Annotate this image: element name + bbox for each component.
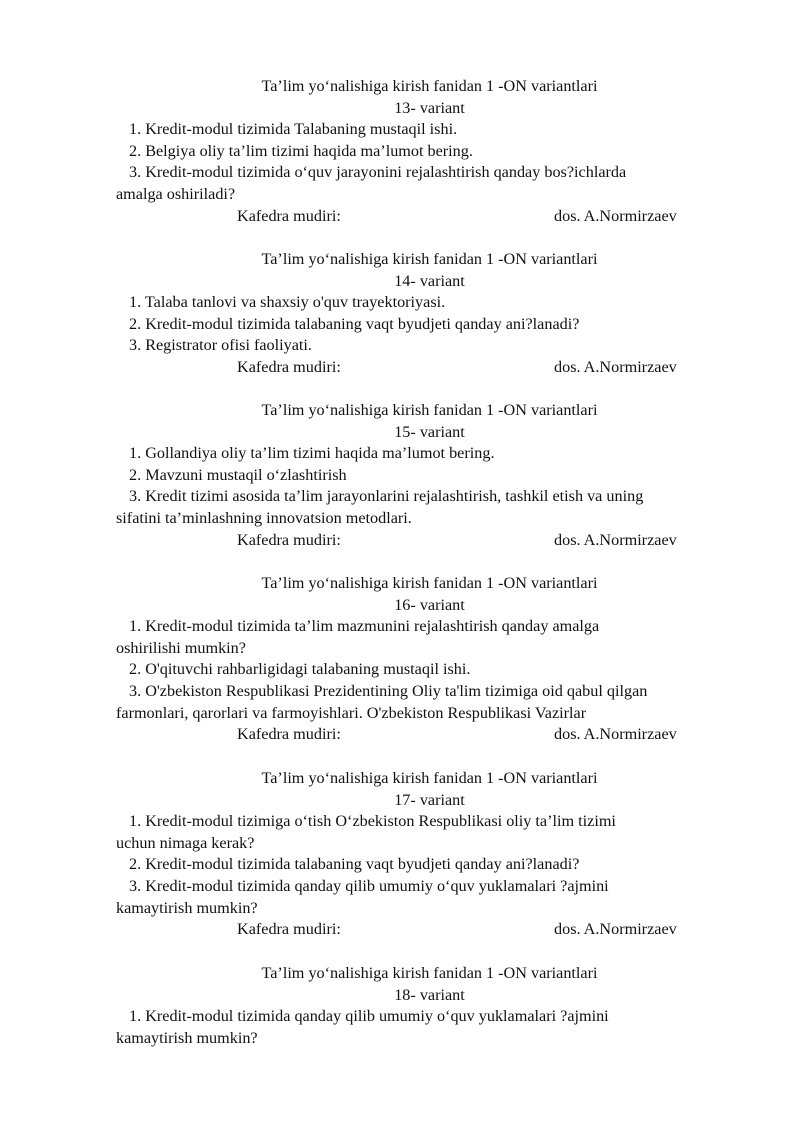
question-item xyxy=(116,119,716,141)
signature-line xyxy=(116,919,716,941)
question-item xyxy=(116,292,716,314)
question-text-continuation: kamaytirish mumkin? xyxy=(116,898,258,917)
variant-number: 17- variant xyxy=(394,790,465,809)
variant-title: Ta’lim yo‘nalishiga kirish fanidan 1 -ON variantlari xyxy=(261,574,598,592)
question-text: 1. Gollandiya oliy ta’lim tizimi haqida ma’lumot bering. xyxy=(129,444,495,463)
variant-number: 14- variant xyxy=(394,271,465,290)
question-item xyxy=(116,811,716,854)
question-item xyxy=(116,141,716,163)
question-text-continuation: sifatini ta’minlashning innovatsion metodlari. xyxy=(116,508,412,527)
question-text: 3. Kredit-modul tizimida o‘quv jarayonini rejalashtirish qanday bos?ichlarda xyxy=(129,163,627,182)
question-text: 1. Talaba tanlovi va shaxsiy o'quv trayektoriyasi. xyxy=(129,293,446,312)
signature-name: dos. A.Normirzaev xyxy=(554,206,677,225)
signature-name: dos. A.Normirzaev xyxy=(554,725,677,744)
variant-number: 13- variant xyxy=(394,98,465,117)
signature-role: Kafedra mudiri: xyxy=(237,920,341,939)
variant-block-14 xyxy=(116,249,716,379)
question-text: 1. Kredit-modul tizimida Talabaning mustaqil ishi. xyxy=(129,120,458,139)
variant-block-15 xyxy=(116,400,716,551)
question-text-continuation: farmonlari, qarorlari va farmoyishlari. O'zbekiston Respublikasi Vazirlar xyxy=(116,703,587,722)
question-text: 3. Registrator ofisi faoliyati. xyxy=(129,336,312,355)
variant-block-17 xyxy=(116,768,716,941)
question-text-continuation: amalga oshiriladi? xyxy=(116,184,236,203)
question-item xyxy=(116,659,716,681)
signature-role: Kafedra mudiri: xyxy=(237,357,341,376)
question-text: 3. Kredit tizimi asosida ta’lim jarayonlarini rejalashtirish, tashkil etish va uning xyxy=(129,487,644,506)
question-text: 2. O'qituvchi rahbarligidagi talabaning mustaqil ishi. xyxy=(129,660,471,679)
question-item xyxy=(116,314,716,336)
variant-title: Ta’lim yo‘nalishiga kirish fanidan 1 -ON variantlari xyxy=(261,77,598,95)
question-item xyxy=(116,465,716,487)
signature-role: Kafedra mudiri: xyxy=(237,530,341,549)
variant-block-16 xyxy=(116,573,716,746)
question-item xyxy=(116,1006,716,1049)
question-text-continuation: oshirilishi mumkin? xyxy=(116,638,246,657)
signature-role: Kafedra mudiri: xyxy=(237,206,341,225)
variant-block-13 xyxy=(116,76,716,227)
question-text: 2. Mavzuni mustaqil o‘zlashtirish xyxy=(129,465,347,484)
question-text: 2. Belgiya oliy ta’lim tizimi haqida ma’lumot bering. xyxy=(129,141,473,160)
question-text: 3. O'zbekiston Respublikasi Prezidentining Oliy ta'lim tizimiga oid qabul qilgan xyxy=(129,681,648,700)
question-text: 1. Kredit-modul tizimida qanday qilib umumiy o‘quv yuklamalari ?ajmini xyxy=(129,1007,609,1026)
signature-line xyxy=(116,530,716,552)
signature-name: dos. A.Normirzaev xyxy=(554,920,677,939)
question-text-continuation: kamaytirish mumkin? xyxy=(116,1028,258,1047)
signature-line xyxy=(116,357,716,379)
signature-line xyxy=(116,724,716,746)
signature-line xyxy=(116,206,716,228)
variant-block-18 xyxy=(116,963,716,1049)
signature-name: dos. A.Normirzaev xyxy=(554,357,677,376)
signature-name: dos. A.Normirzaev xyxy=(554,530,677,549)
question-text-continuation: uchun nimaga kerak? xyxy=(116,833,255,852)
variant-title: Ta’lim yo‘nalishiga kirish fanidan 1 -ON variantlari xyxy=(261,250,598,268)
question-text: 2. Kredit-modul tizimida talabaning vaqt byudjeti qanday ani?lanadi? xyxy=(129,855,580,874)
question-item xyxy=(116,162,716,205)
variant-title: Ta’lim yo‘nalishiga kirish fanidan 1 -ON variantlari xyxy=(261,769,598,787)
variant-number: 15- variant xyxy=(394,422,465,441)
question-text: 2. Kredit-modul tizimida talabaning vaqt byudjeti qanday ani?lanadi? xyxy=(129,314,580,333)
question-text: 1. Kredit-modul tizimiga o‘tish O‘zbekiston Respublikasi oliy ta’lim tizimi xyxy=(129,812,616,831)
signature-role: Kafedra mudiri: xyxy=(237,725,341,744)
question-item xyxy=(116,443,716,465)
variant-number: 16- variant xyxy=(394,595,465,614)
question-item xyxy=(116,616,716,659)
question-item xyxy=(116,335,716,357)
variant-title: Ta’lim yo‘nalishiga kirish fanidan 1 -ON variantlari xyxy=(261,401,598,419)
variant-title: Ta’lim yo‘nalishiga kirish fanidan 1 -ON variantlari xyxy=(261,964,598,982)
question-item xyxy=(116,681,716,724)
question-item xyxy=(116,486,716,529)
question-item xyxy=(116,876,716,919)
question-item xyxy=(116,854,716,876)
question-text: 1. Kredit-modul tizimida ta’lim mazmunini rejalashtirish qanday amalga xyxy=(129,617,600,636)
question-text: 3. Kredit-modul tizimida qanday qilib umumiy o‘quv yuklamalari ?ajmini xyxy=(129,876,609,895)
variant-number: 18- variant xyxy=(394,985,465,1004)
